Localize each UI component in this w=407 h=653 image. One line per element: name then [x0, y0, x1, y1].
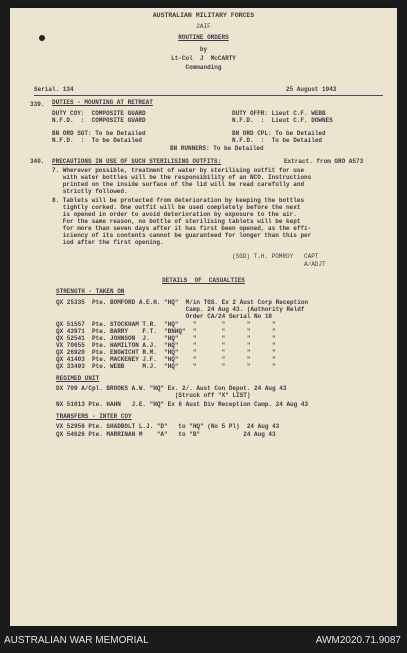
- section-heading: PRECAUTIONS IN USE OF SUCH STERILISING OUTFITS:: [52, 158, 222, 165]
- duty-offr-nfd: N.F.D. : Lieut C.F. DOWNES: [232, 117, 333, 124]
- serial-label: Serial. 134: [34, 86, 74, 93]
- strength-row: QX 25335 Pte. BOMFORD A.E.H. "HQ" M/in TGS. Ex 2 Aust Corp Reception: [56, 299, 309, 306]
- paragraph-8-line: For the same reason, no bottle of sterilising tablets will be kept: [52, 218, 301, 225]
- serial-rule: [34, 95, 383, 96]
- bn-ord-cpl: BN ORD CPL: To be Detailed: [232, 130, 326, 137]
- duty-coy-nfd: N.F.D. : COMPOSITE GUARD: [52, 117, 146, 124]
- serial-date: 25 August 1943: [286, 86, 337, 93]
- transfer-row: QX 54626 Pte. MARRINAN M "A" to "B" 24 Aug 43: [56, 431, 276, 438]
- footer-accession: AWM2020.71.9087: [315, 635, 401, 646]
- archive-footer: [0, 628, 407, 653]
- regimed-row: (Struck off "X" LIST): [56, 392, 251, 399]
- paragraph-8-line: iciency of its contents cannot be guaranteed for longer than this per: [52, 232, 312, 239]
- paragraph-8-line: is opened in order to avoid deterioration by exposure to the air.: [52, 211, 297, 218]
- bn-ord-cpl-nfd: N.F.D. : To be Detailed: [232, 137, 323, 144]
- regimed-row: NX 51013 Pte. HAHN J.E. "HQ" Ex 6 Aust Div Reception Camp. 24 Aug 43: [56, 401, 309, 408]
- bn-ord-sgt-nfd: N.F.D. : To be Detailed: [52, 137, 143, 144]
- transfers-heading: TRANSFERS - INTER COY: [56, 413, 132, 420]
- regimed-row: DX 709 A/Cpl. BROOKS A.W. "HQ" Ex. 2/. Aust Con Depot. 24 Aug 43: [56, 385, 287, 392]
- paragraph-8-line: tightly corked. One outfit will be used completely before the next: [52, 204, 301, 211]
- header-commanding: Commanding: [185, 64, 222, 71]
- paragraph-7-line: strictly followed.: [52, 188, 128, 195]
- bn-ord-sgt: BN ORD SGT: To be Detailed: [52, 130, 146, 137]
- strength-row: QX 52541 Pte. JOHNSON J. "HQ" " " " ": [56, 335, 276, 342]
- section-number: 339.: [30, 101, 45, 108]
- bn-runners: BN RUNNERS: To be Detailed: [170, 145, 264, 152]
- header-title: AUSTRALIAN MILITARY FORCES: [152, 12, 255, 19]
- section-heading: DUTIES - MOUNTING AT RETREAT: [52, 99, 153, 106]
- footer-institution: AUSTRALIAN WAR MEMORIAL: [4, 635, 149, 646]
- duty-coy: DUTY COY: COMPOSITE GUARD: [52, 110, 146, 117]
- strength-row: Order CA/24 Serial No 18: [56, 313, 273, 320]
- strength-row: QX 33493 Pte. WEBB M.J. "HQ" " " " ": [56, 363, 276, 370]
- casualties-title: DETAILS OF CASUALTIES: [162, 277, 245, 284]
- strength-row: QX 26920 Pte. ENGWICHT R.M. "HQ" " " " ": [56, 349, 276, 356]
- strength-row: QX 43971 Pte. BARRY F.T. "BNHQ" " " " ": [56, 328, 276, 335]
- section-extract: Extract. from GRO A573: [284, 158, 364, 165]
- strength-row: QX 41403 Pte. MACKENEY J.F. "HQ" " " " ": [56, 356, 276, 363]
- header-by: by: [199, 46, 208, 53]
- strength-heading: STRENGTH - TAKEN ON: [56, 288, 125, 295]
- transfer-row: VX 52956 Pte. SHADBOLT L.J. "D" to "HQ" (No 5 Pl) 24 Aug 43: [56, 423, 280, 430]
- paragraph-7-line: 7. Wherever possible, treatment of water by sterilising outfit for use: [52, 167, 305, 174]
- paragraph-7-line: printed on the inside surface of the lid will be read carefully and: [52, 181, 305, 188]
- paragraph-7-line: with water bottles will be the responsibility of an NCO. Instructions: [52, 174, 312, 181]
- paragraph-8-line: iod after the first opening.: [52, 239, 164, 246]
- signature: (SGD) T.H. POMROY CAPT: [232, 253, 319, 260]
- document-page: [10, 8, 397, 626]
- strength-row: QX 51557 Pte. STOCKHAM T.R. "HQ" " " " ": [56, 321, 276, 328]
- duty-offr: DUTY OFFR: Lieut C.F. WEBB: [232, 110, 326, 117]
- header-unit: 2AIF: [196, 23, 211, 30]
- header-orders: ROUTINE ORDERS: [178, 34, 229, 41]
- paragraph-8-line: for more than seven days after it has first been opened, as the effi-: [52, 225, 312, 232]
- paragraph-8-line: 8. Tablets will be protected from deterioration by keeping the bottles: [52, 197, 305, 204]
- signature-title: A/ADJT: [304, 261, 326, 268]
- section-number: 340.: [30, 158, 45, 165]
- regimed-heading: REGIMED UNIT: [56, 375, 100, 382]
- strength-row: VX 70655 Pte. HAMILTON A.J. "HQ" " " " ": [56, 342, 276, 349]
- header-commander: Lt-Col J McCARTY: [171, 55, 236, 62]
- strength-row: Camp. 24 Aug 43. (Authority Reldf: [56, 306, 305, 313]
